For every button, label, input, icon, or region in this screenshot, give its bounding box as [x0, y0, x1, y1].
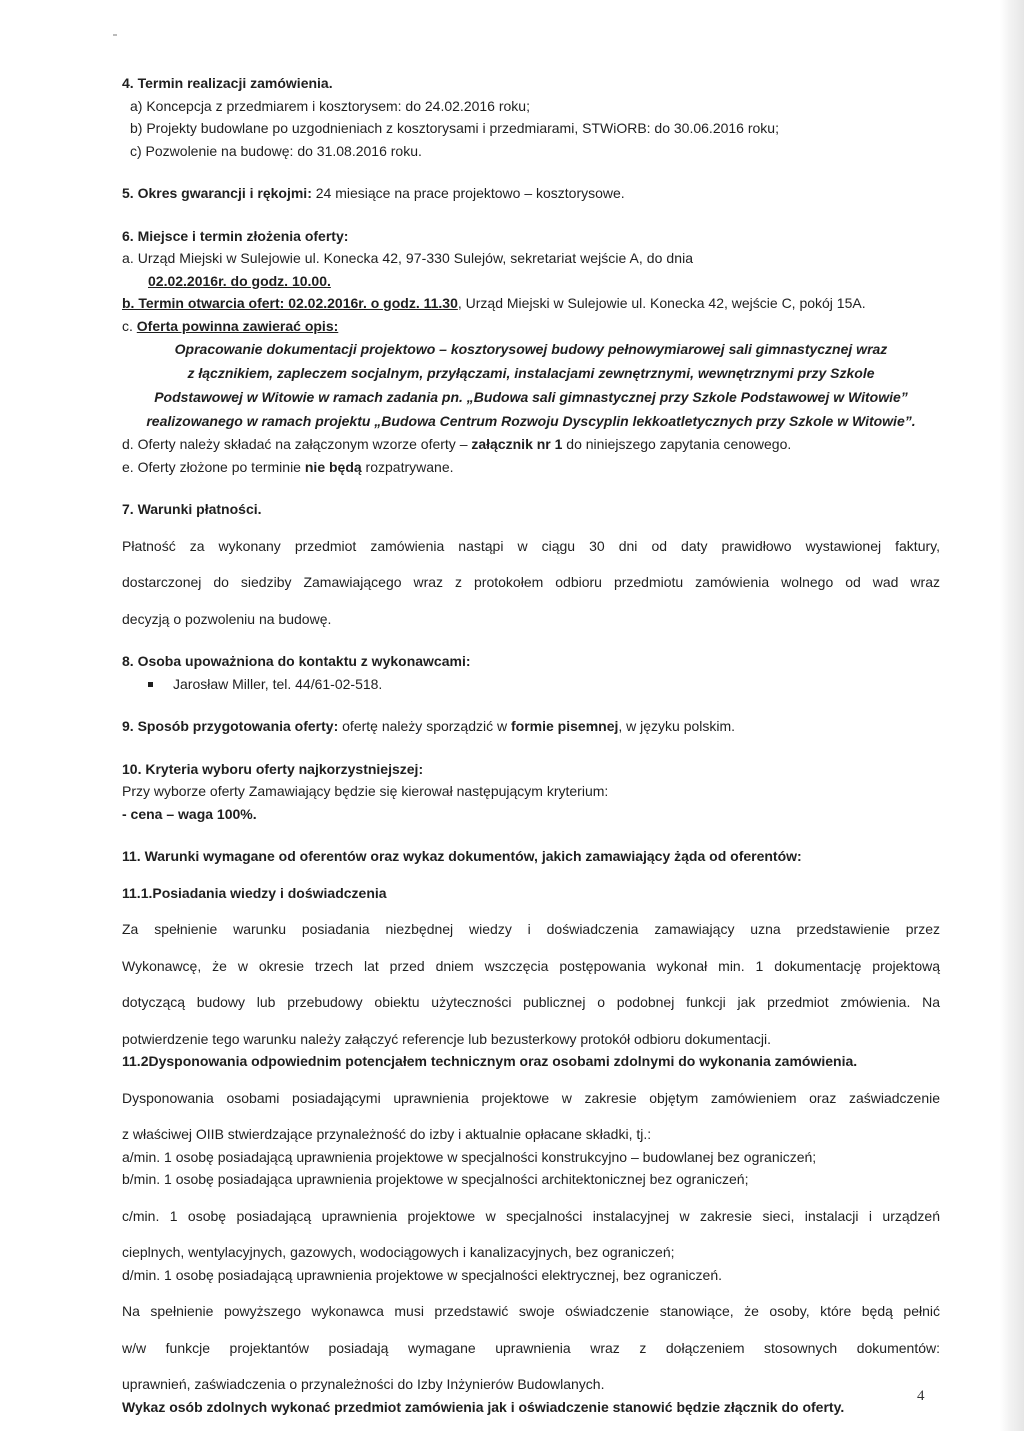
requirement-c: c/min. 1 osobę posiadającą uprawnienia projektowe w specjalności instalacyjnej w zakresie sieci, instalacji i urządzeń	[122, 1207, 940, 1224]
section-8-heading: 8. Osoba upoważniona do kontaktu z wykonawcami:	[122, 653, 471, 669]
section-6-item-d	[122, 433, 940, 456]
section-4-item-b: b) Projekty budowlane po uzgodnieniach z kosztorysami i przedmiarami, STWiORB: do 30.06.2016 roku;	[130, 120, 779, 136]
section-6-d-attachment: załącznik nr 1	[471, 436, 563, 452]
section-10-heading: 10. Kryteria wyboru oferty najkorzystniejszej:	[122, 760, 424, 777]
page-number: 4	[917, 1388, 925, 1404]
section-4-item-a: a) Koncepcja z przedmiarem i kosztorysem: do 24.02.2016 roku;	[130, 97, 530, 114]
section-6-heading: 6. Miejsce i termin złożenia oferty:	[122, 227, 349, 244]
section-6-deadline: 02.02.2016r. do godz. 10.00.	[148, 272, 331, 289]
section-11-1-line: dotyczącą budowy lub przebudowy obiektu użyteczności publicznej o podobnej funkcji jak przedmiot zmówienia. Na	[122, 994, 940, 1010]
section-5-label: 5. Okres gwarancji i rękojmi:	[122, 185, 312, 201]
section-6-description-line: Podstawowej w Witowie w ramach zadania pn. „Budowa sali gimnastycznej przy Szkole Podstawowej w Witowie”	[154, 389, 908, 405]
section-6-d-text-end: do niniejszego zapytania cenowego.	[562, 436, 792, 452]
section-6-item-e	[122, 456, 940, 479]
section-6-description-line: realizowanego w ramach projektu „Budowa Centrum Rozwoju Dyscyplin lekkoatletycznych przy Szkole w Witowie”.	[146, 413, 916, 429]
section-6-c-marker: c.	[122, 317, 137, 334]
section-6-c-heading: Oferta powinna zawierać opis:	[136, 317, 339, 334]
section-9-form: formie pisemnej	[511, 718, 619, 734]
section-11-1-line: Wykonawcę, że w okresie trzech lat przed dniem wszczęcia postępowania wykonał min. 1 dokumentację projektową	[122, 957, 940, 974]
section-6-e-text: e. Oferty złożone po terminie	[122, 458, 305, 475]
section-6-item-a: a. Urząd Miejski w Sulejowie ul. Konecka 42, 97-330 Sulejów, sekretariat wejście A, do dnia	[122, 250, 694, 266]
requirement-b: b/min. 1 osobę posiadająca uprawnienia projektowe w specjalności architektonicznej bez ograniczeń;	[122, 1171, 749, 1187]
section-5	[122, 182, 940, 205]
contact-person-text: Jarosław Miller, tel. 44/61-02-518.	[173, 675, 383, 692]
section-9-label: 9. Sposób przygotowania oferty:	[122, 718, 339, 734]
requirement-c-cont: cieplnych, wentylacyjnych, gazowych, wodociągowych i kanalizacyjnych, bez ograniczeń;	[122, 1244, 675, 1260]
section-11-heading: 11. Warunki wymagane od oferentów oraz wykaz dokumentów, jakich zamawiający żąda od oferentów:	[122, 848, 802, 864]
bullet-icon	[148, 682, 153, 687]
section-7-heading: 7. Warunki płatności.	[122, 501, 262, 517]
section-9-text-end: , w języku polskim.	[618, 718, 736, 734]
section-11-final-line: w/w funkcje projektantów posiadają wymagane uprawnienia wraz z dołączeniem stosownych dokumentów:	[122, 1339, 940, 1356]
requirement-d: d/min. 1 osobę posiadającą uprawnienia projektowe w specjalności elektrycznej, bez ograniczeń.	[122, 1266, 723, 1283]
section-7-paragraph-line: Płatność za wykonany przedmiot zamówienia nastąpi w ciągu 30 dni od daty prawidłowo wystawionej faktury,	[122, 537, 940, 554]
section-11-2-heading: 11.2Dysponowania odpowiednim potencjałem technicznym oraz osobami zdolnymi do wykonania zamówienia.	[122, 1053, 858, 1069]
section-11-final-line: uprawnień, zaświadczenia o przynależności do Izby Inżynierów Budowlanych.	[122, 1376, 605, 1392]
section-11-2-line: z właściwej OIIB stwierdzające przynależność do izby i aktualnie opłacane składki, tj.:	[122, 1126, 652, 1142]
requirement-a: a/min. 1 osobę posiadającą uprawnienia projektowe w specjalności konstrukcyjno – budowlanej bez ograniczeń;	[122, 1148, 817, 1165]
scan-page-edge	[1000, 0, 1024, 1431]
section-5-text: 24 miesiące na prace projektowo – kosztorysowe.	[311, 185, 625, 201]
section-6-e-text-end: rozpatrywane.	[361, 458, 454, 475]
document-content	[122, 72, 940, 1418]
section-11-1-line: Za spełnienie warunku posiadania niezbędnej wiedzy i doświadczenia zamawiający uzna przedstawienie przez	[122, 921, 940, 937]
section-7-paragraph-line: decyzją o pozwoleniu na budowę.	[122, 610, 332, 627]
section-9-text: ofertę należy sporządzić w	[338, 718, 511, 734]
scan-mark	[113, 34, 117, 36]
section-10-criteria-intro: Przy wyborze oferty Zamawiający będzie się kierował następującym kryterium:	[122, 783, 609, 799]
section-10-criteria-price: - cena – waga 100%.	[122, 805, 257, 822]
section-6-opening-label: b. Termin otwarcia ofert: 02.02.2016r. o godz. 11.30	[122, 295, 458, 311]
section-4-heading: 4. Termin realizacji zamówienia.	[122, 75, 333, 91]
section-6-description-line: Opracowanie dokumentacji projektowo – kosztorysowej budowy pełnowymiarowej sali gimnastycznej wraz	[174, 341, 888, 357]
section-11-2-line: Dysponowania osobami posiadającymi uprawnienia projektowe w zakresie objętym zamówieniem oraz zaświadczenie	[122, 1089, 940, 1106]
section-11-1-line: potwierdzenie tego warunku należy załączyć referencje lub bezusterkowy protokół odbioru dokumentacji.	[122, 1030, 772, 1047]
section-11-1-heading: 11.1.Posiadania wiedzy i doświadczenia	[122, 884, 387, 901]
contact-person	[122, 673, 940, 696]
section-6-opening-text: , Urząd Miejski w Sulejowie ul. Konecka 42, wejście C, pokój 15A.	[457, 295, 866, 311]
section-7-paragraph-line: dostarczonej do siedziby Zamawiającego wraz z protokołem odbioru przedmiotu zamówienia wolnego od wad wraz	[122, 574, 940, 590]
section-11-closing: Wykaz osób zdolnych wykonać przedmiot zamówienia jak i oświadczenie stanowić będzie złącznik do oferty.	[122, 1398, 845, 1415]
section-11-final-line: Na spełnienie powyższego wykonawca musi przedstawić swoje oświadczenie stanowiące, że osoby, które będą pełnić	[122, 1303, 940, 1319]
section-6-deadline-row	[122, 270, 940, 293]
section-6-item-c	[122, 315, 940, 338]
section-9	[122, 715, 940, 738]
section-6-e-emphasis: nie będą	[304, 458, 362, 475]
section-6-description-line: z łącznikiem, zapleczem socjalnym, przyłączami, instalacjami zewnętrznymi, wewnętrznymi przy Szkole	[187, 365, 875, 381]
section-6-d-text: d. Oferty należy składać na załączonym wzorze oferty –	[122, 436, 472, 452]
section-4-item-c: c) Pozwolenie na budowę: do 31.08.2016 roku.	[130, 142, 422, 159]
section-6-item-b	[122, 292, 940, 315]
